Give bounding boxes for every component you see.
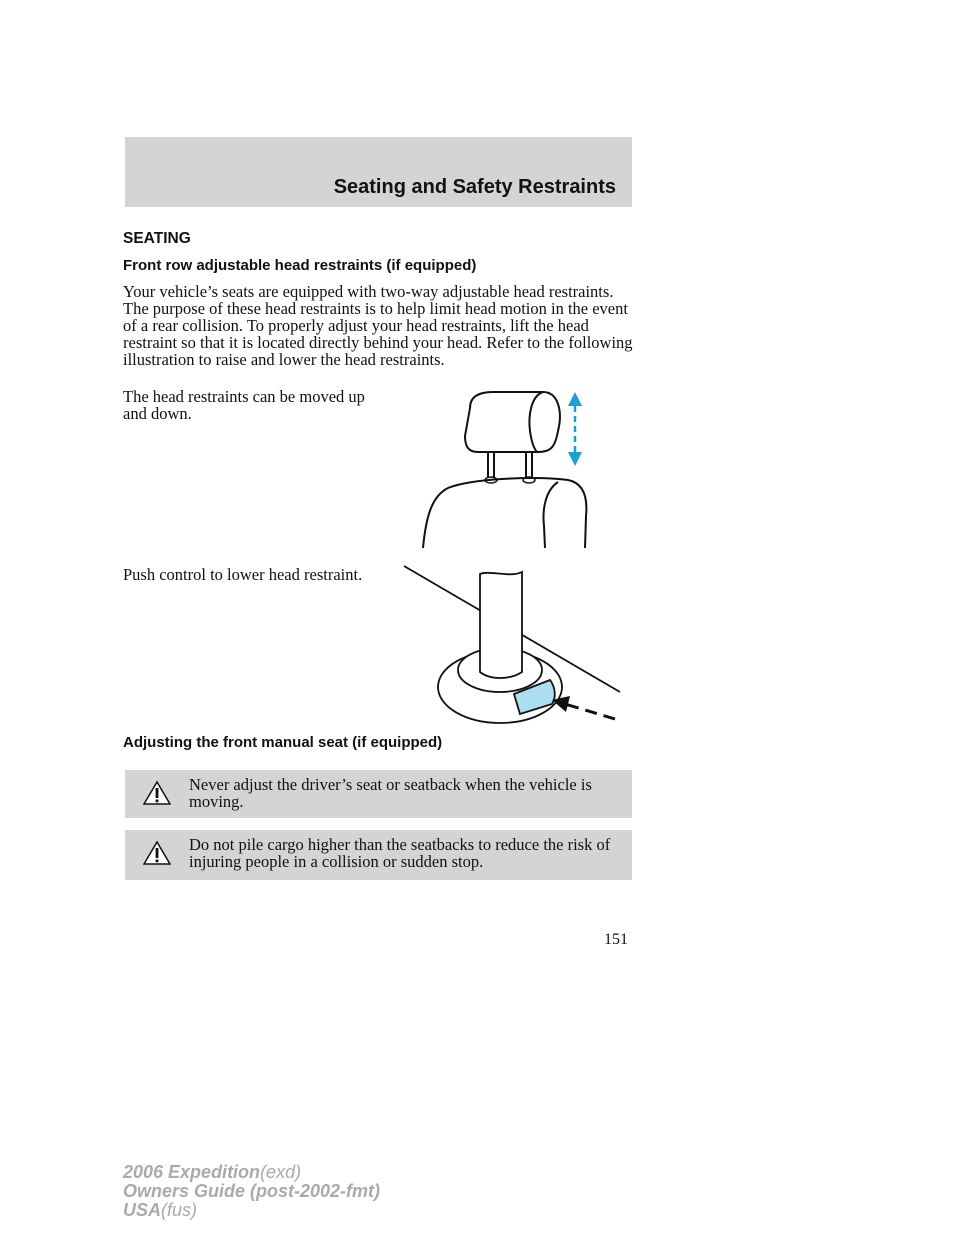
header-band xyxy=(125,137,632,207)
intro-paragraph: Your vehicle’s seats are equipped with two-way adjustable head restraints. The purpose of these head restraints is to help limit head motion in the event of a rear collision. To properly adjust your head restraints, lift the head restraint so that it is located directly behind your head. Refer to the following illustration to raise and lower the head restraints. xyxy=(123,282,633,369)
footer-model: 2006 Expedition xyxy=(123,1162,261,1182)
footer-model-code: (exd) xyxy=(260,1162,302,1182)
footer-line-guide: Owners Guide (post-2002-fmt) xyxy=(123,1181,381,1201)
footer-line-market xyxy=(123,1200,197,1220)
warning-text: Do not pile cargo higher than the seatbacks to reduce the risk of injuring people in a collision or sudden stop. xyxy=(189,835,611,871)
footer-line-model xyxy=(123,1162,301,1182)
section-heading: SEATING xyxy=(123,230,191,247)
warning-box xyxy=(125,770,632,818)
warning-text: Never adjust the driver’s seat or seatback when the vehicle is moving. xyxy=(189,775,592,811)
footer-market-code: (fus) xyxy=(161,1200,198,1220)
head-restraint-control-illustration xyxy=(400,562,625,727)
up-down-arrow-icon xyxy=(568,392,582,466)
page-number: 151 xyxy=(604,931,628,948)
subsection-heading: Front row adjustable head restraints (if equipped) xyxy=(123,257,477,274)
page-header-title: Seating and Safety Restraints xyxy=(333,176,616,198)
warning-triangle-icon xyxy=(143,780,171,806)
warning-triangle-icon xyxy=(143,840,171,866)
push-control-text: Push control to lower head restraint. xyxy=(123,565,363,584)
manual-seat-heading: Adjusting the front manual seat (if equipped) xyxy=(123,734,443,751)
warning-box xyxy=(125,830,632,880)
head-restraint-illustration xyxy=(418,386,608,551)
push-direction-arrow-icon xyxy=(552,696,615,719)
head-restraint-move-text: The head restraints can be moved up and down. xyxy=(123,387,365,423)
footer-market: USA xyxy=(123,1200,162,1220)
